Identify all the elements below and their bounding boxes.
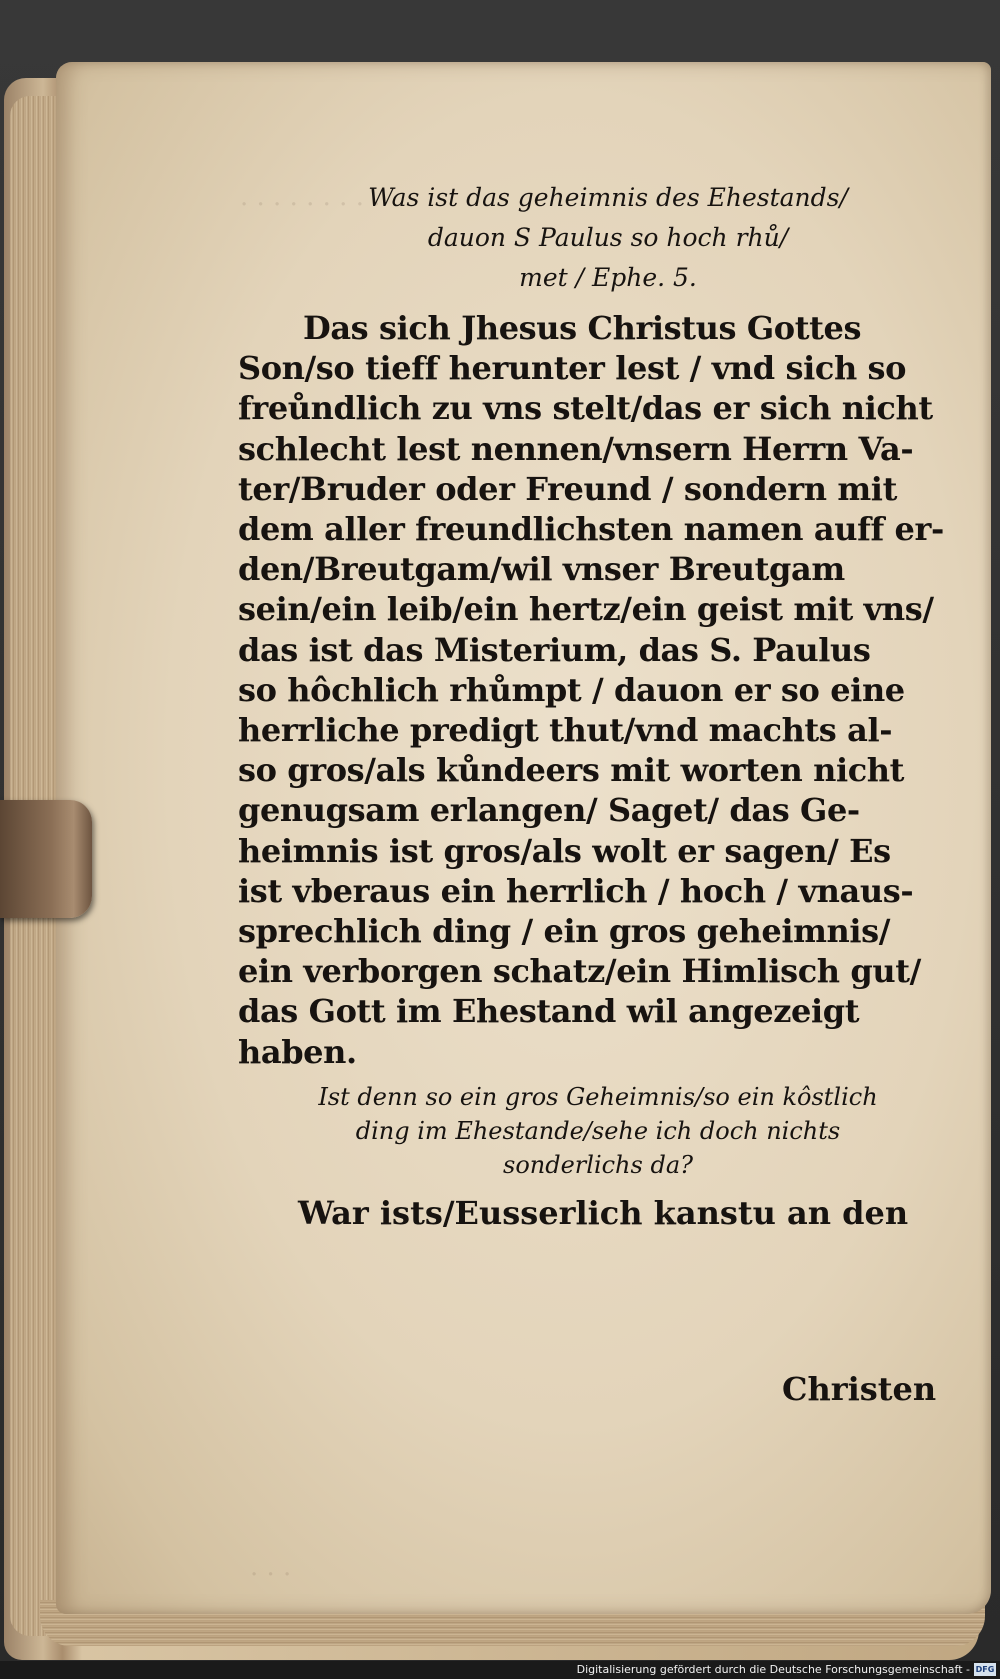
body-line: freůndlich zu vns stelt/das er sich nicht [238,389,933,428]
heading-line: dauon S Paulus so hoch rhů/ [427,223,789,252]
answer-line: War ists/Eusserlich kanstu an den [298,1193,909,1232]
text-block [238,178,958,1236]
dfg-logo: DFG [975,1665,995,1674]
body-line: sein/ein leib/ein hertz/ein geist mit vns/ [238,590,934,629]
body-line: dem aller freundlichsten namen auff er- [238,510,944,549]
body-line: den/Breutgam/wil vnser Breutgam [238,550,845,589]
question-line: Ist denn so ein gros Geheimnis/so ein kôstlich [318,1082,878,1111]
body-line: so hôchlich rhůmpt / dauon er so eine [238,670,905,709]
body-line: haben. [238,1032,357,1071]
heading-line: met / Ephe. 5. [519,263,697,292]
body-paragraph [238,308,958,1072]
body-line: das ist das Misterium, das S. Paulus [238,630,871,669]
body-line: genugsam erlangen/ Saget/ das Ge- [238,791,860,830]
body-line: heimnis ist gros/als wolt er sagen/ Es [238,831,891,870]
heading-line: Was ist das geheimnis des Ehestands/ [368,183,848,212]
body-line: so gros/als kůndeers mit worten nicht [238,751,905,790]
section-heading [258,178,958,298]
body-line: ein verborgen schatz/ein Himlisch gut/ [238,952,921,991]
funding-credit: Digitalisierung gefördert durch die Deutsche Forschungsgemeinschaft - [576,1663,970,1676]
answer-paragraph [298,1190,958,1236]
body-line: herrliche predigt thut/vnd machts al- [238,711,893,750]
show-through-text: · · · [250,1560,292,1590]
body-line: das Gott im Ehestand wil angezeigt [238,992,860,1031]
body-line: ist vberaus ein herrlich / hoch / vnaus- [238,871,914,910]
question-line: sonderlichs da? [503,1150,693,1179]
body-line: sprechlich ding / ein gros geheimnis/ [238,912,891,951]
body-line: schlecht lest nennen/vnsern Herrn Va- [238,429,914,468]
question-heading [238,1080,958,1182]
show-through-text: · · · · · · · · · [240,190,381,220]
catchword: Christen [782,1370,937,1408]
question-line: ding im Ehestande/sehe ich doch nichts [355,1116,841,1145]
book-clasp [0,800,92,918]
body-line: Son/so tieff herunter lest / vnd sich so [238,349,907,388]
body-line: ter/Bruder oder Freund / sondern mit [238,469,897,508]
body-line: Das sich Jhesus Christus Gottes [303,309,862,347]
